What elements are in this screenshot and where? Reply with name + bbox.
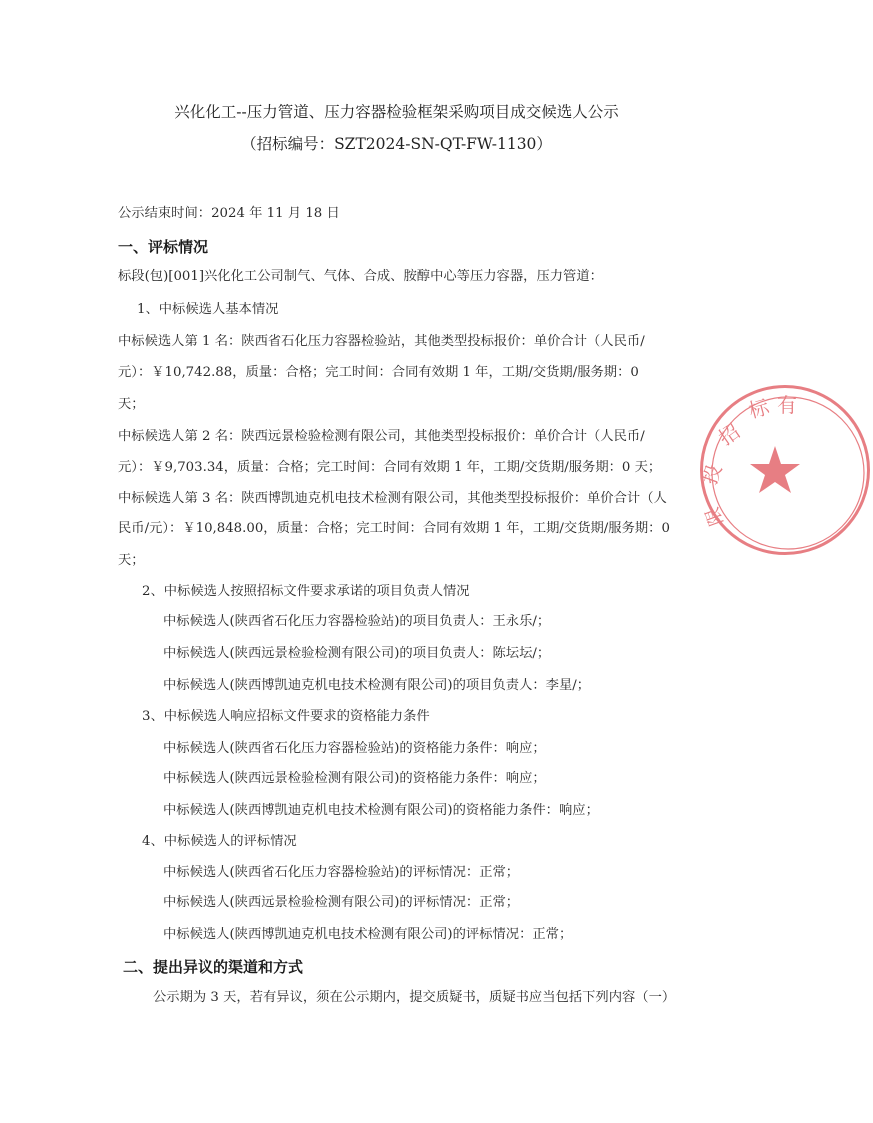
svg-text:投: 投: [697, 460, 727, 488]
tender-number: （招标编号：SZT2024-SN-QT-FW-1130）: [241, 135, 552, 153]
candidate-line: 天；: [118, 397, 145, 412]
section2-heading: 二、提出异议的渠道和方式: [123, 958, 304, 976]
candidate-line: 民币/元）：￥10,848.00，质量：合格；完工时间：合同有效期 1 年，工期/交货期/服务期：0: [118, 521, 670, 536]
lot-description: 标段(包)[001]兴化化工公司制气、气体、合成、胺醇中心等压力容器，压力管道：: [118, 269, 603, 284]
candidate-line: 元）：￥10,742.88，质量：合格；完工时间：合同有效期 1 年，工期/交货期/服务期：0: [118, 365, 639, 380]
candidate-line: 中标候选人第 3 名：陕西博凯迪克机电技术检测有限公司，其他类型投标报价：单价合计（人: [118, 491, 667, 506]
notice-title: 兴化化工--压力管道、压力容器检验框架采购项目成交候选人公示: [174, 103, 619, 121]
qualification-line: 中标候选人(陕西博凯迪克机电技术检测有限公司)的资格能力条件：响应；: [163, 803, 599, 818]
sub4-heading: 4、中标候选人的评标情况: [142, 834, 297, 849]
evaluation-line: 中标候选人(陕西省石化压力容器检验站)的评标情况：正常；: [163, 865, 520, 880]
sub2-heading: 2、中标候选人按照招标文件要求承诺的项目负责人情况: [142, 584, 470, 599]
sub3-heading: 3、中标候选人响应招标文件要求的资格能力条件: [142, 709, 430, 724]
evaluation-line: 中标候选人(陕西博凯迪克机电技术检测有限公司)的评标情况：正常；: [163, 927, 573, 942]
objection-text: 公示期为 3 天，若有异议，须在公示期内，提交质疑书，质疑书应当包括下列内容（一）: [153, 990, 676, 1005]
evaluation-line: 中标候选人(陕西远景检验检测有限公司)的评标情况：正常；: [163, 895, 520, 910]
candidate-line: 元）：￥9,703.34，质量：合格；完工时间：合同有效期 1 年，工期/交货期/服务期：0 天；: [118, 460, 662, 475]
sub1-heading: 1、中标候选人基本情况: [137, 302, 279, 317]
candidate-line: 天；: [118, 553, 145, 568]
svg-text:招: 招: [714, 418, 745, 451]
manager-line: 中标候选人(陕西博凯迪克机电技术检测有限公司)的项目负责人：李星/；: [163, 678, 591, 693]
svg-text:标: 标: [746, 394, 772, 423]
qualification-line: 中标候选人(陕西省石化压力容器检验站)的资格能力条件：响应；: [163, 741, 546, 756]
svg-text:有: 有: [777, 393, 797, 417]
seal-star-icon: [697, 388, 873, 558]
company-seal: [697, 385, 870, 555]
manager-line: 中标候选人(陕西远景检验检测有限公司)的项目负责人：陈坛坛/；: [163, 646, 551, 661]
end-time: 公示结束时间：2024 年 11 月 18 日: [118, 206, 340, 221]
section1-heading: 一、评标情况: [118, 238, 209, 256]
candidate-line: 中标候选人第 2 名：陕西远景检验检测有限公司，其他类型投标报价：单价合计（人民币/: [118, 429, 645, 444]
svg-text:限: 限: [701, 504, 728, 529]
qualification-line: 中标候选人(陕西远景检验检测有限公司)的资格能力条件：响应；: [163, 771, 546, 786]
candidate-line: 中标候选人第 1 名：陕西省石化压力容器检验站，其他类型投标报价：单价合计（人民币/: [118, 334, 645, 349]
manager-line: 中标候选人(陕西省石化压力容器检验站)的项目负责人：王永乐/；: [163, 614, 551, 629]
